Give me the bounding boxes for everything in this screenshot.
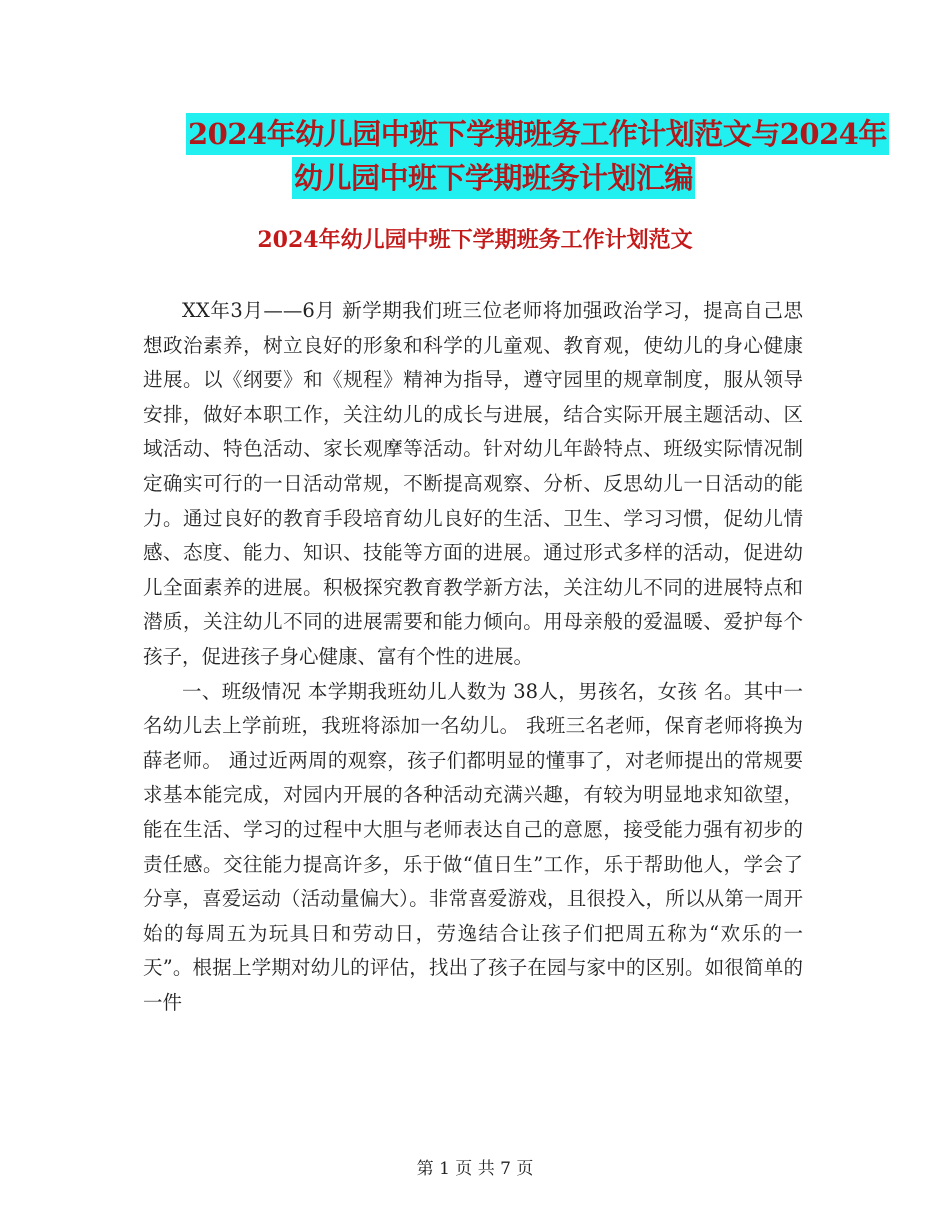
page-footer: 第 1 页 共 7 页 (416, 1159, 534, 1179)
paragraph-class-situation: 一、班级情况 本学期我班幼儿人数为 38人，男孩名，女孩 名。其中一名幼儿去上学前班，我班将添加一名幼儿。 我班三名老师，保育老师将换为薛老师。 通过近两周的观察，孩子们都明显的懂事了，对老师提出的常规要求基本能完成，对园内开展的各种活动充满兴趣，有较为明显地求知欲望，能在生活、学习的过程中大胆与老师表达自己的意愿，接受能力强有初步的责任感。交往能力提高许多，乐于做“值日生”工作，乐于帮助他人，学会了分享，喜爱运动（活动量偏大）。非常喜爱游戏，且很投入，所以从第一周开始的每周五为玩具日和劳动日，劳逸结合让孩子们把周五称为“欢乐的一天”。根据上学期对幼儿的评估，找出了孩子在园与家中的区别。如很简单的一件 (143, 679, 803, 1014)
section-heading: 2024年幼儿园中班下学期班务工作计划范文 (257, 227, 693, 253)
document-body (143, 294, 803, 1020)
paragraph-intro: XX年3月——6月 新学期我们班三位老师将加强政治学习，提高自己思想政治素养，树立良好的形象和科学的儿童观、教育观，使幼儿的身心健康进展。以《纲要》和《规程》精神为指导，遵守园里的规章制度，服从领导安排，做好本职工作，关注幼儿的成长与进展，结合实际开展主题活动、区域活动、特色活动、家长观摩等活动。针对幼儿年龄特点、班级实际情况制定确实可行的一日活动常规，不断提高观察、分析、反思幼儿一日活动的能力。通过良好的教育手段培育幼儿良好的生活、卫生、学习习惯，促幼儿情感、态度、能力、知识、技能等方面的进展。通过形式多样的活动，促进幼儿全面素养的进展。积极探究教育教学新方法，关注幼儿不同的进展特点和潜质，关注幼儿不同的进展需要和能力倾向。用母亲般的爱温暖、爱护每个孩子，促进孩子身心健康、富有个性的进展。 (143, 299, 803, 668)
document-title-line-1: 2024年幼儿园中班下学期班务工作计划范文与2024年 (186, 113, 889, 155)
document-title-line-2: 幼儿园中班下学期班务计划汇编 (292, 157, 695, 199)
